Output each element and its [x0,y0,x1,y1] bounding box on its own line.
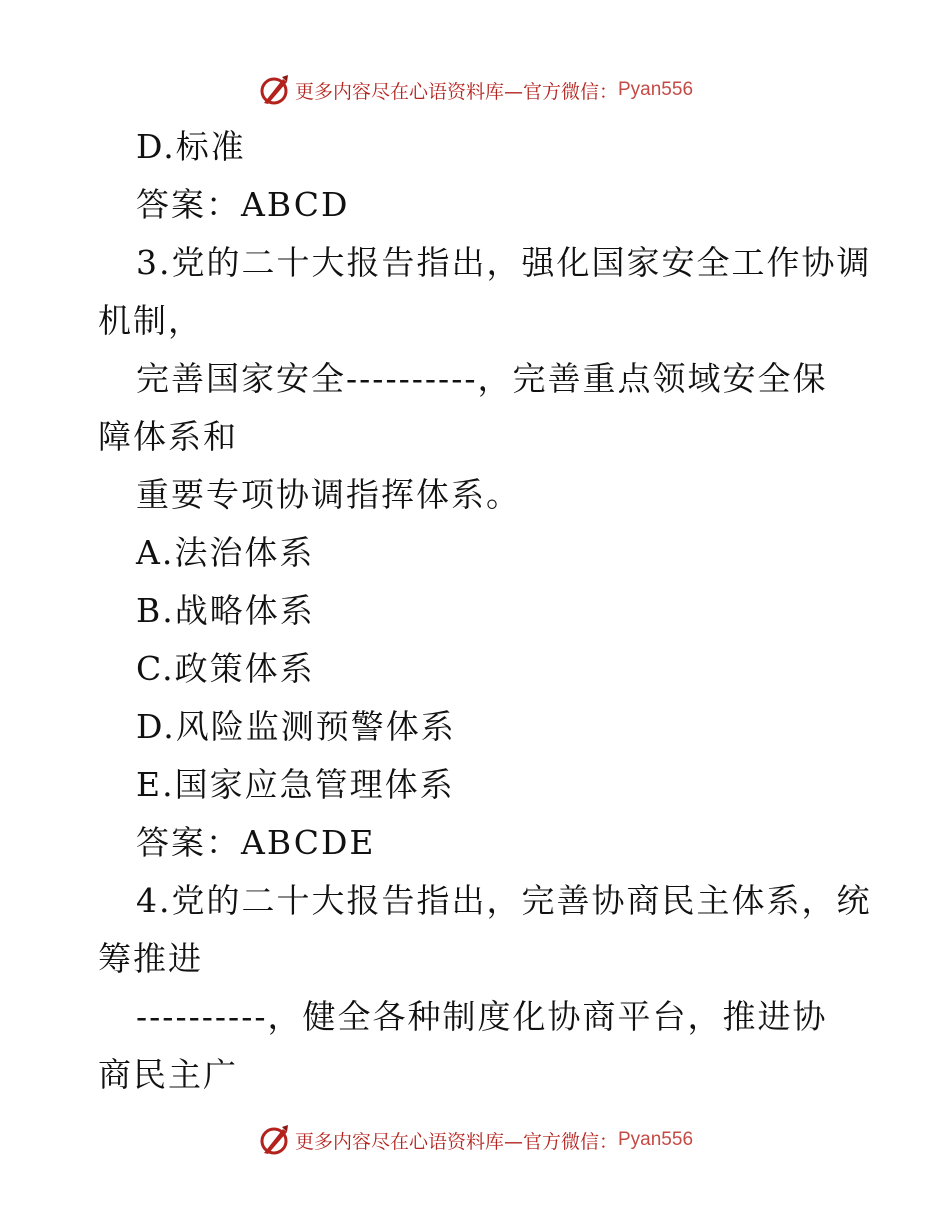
question-4-line-2: 筹推进 [98,939,203,978]
header-banner [0,70,950,110]
option-c: C.政策体系 [136,649,315,688]
question-3-line-5: 重要专项协调指挥体系。 [136,475,521,514]
footer-banner [0,1120,950,1160]
question-4-line-3: ----------，健全各种制度化协商平台，推进协 [136,997,828,1036]
quill-pen-logo-icon [257,73,291,107]
option-a: A.法治体系 [136,533,315,572]
answer-q2: 答案：ABCD [136,185,350,224]
document-body [98,118,872,1104]
header-banner-text: 更多内容尽在心语资料库—官方微信： [294,80,618,103]
question-3-line-1: 3.党的二十大报告指出，强化国家安全工作协调 [136,243,872,282]
question-3-line-4: 障体系和 [98,417,238,456]
question-3-line-3: 完善国家安全----------，完善重点领域安全保 [136,359,828,398]
question-4-line-1: 4.党的二十大报告指出，完善协商民主体系，统 [136,881,872,920]
question-3-line-2: 机制， [98,301,203,340]
option-d-standard: D.标准 [136,127,246,166]
header-banner-id: Pyan556 [618,79,694,100]
quill-pen-logo-icon [257,1123,291,1157]
option-b: B.战略体系 [136,591,315,630]
option-d: D.风险监测预警体系 [136,707,456,746]
question-4-line-4: 商民主广 [98,1055,238,1094]
option-e: E.国家应急管理体系 [136,765,455,804]
footer-banner-id: Pyan556 [618,1129,694,1150]
footer-banner-text: 更多内容尽在心语资料库—官方微信： [294,1130,618,1153]
answer-q3: 答案：ABCDE [136,823,376,862]
